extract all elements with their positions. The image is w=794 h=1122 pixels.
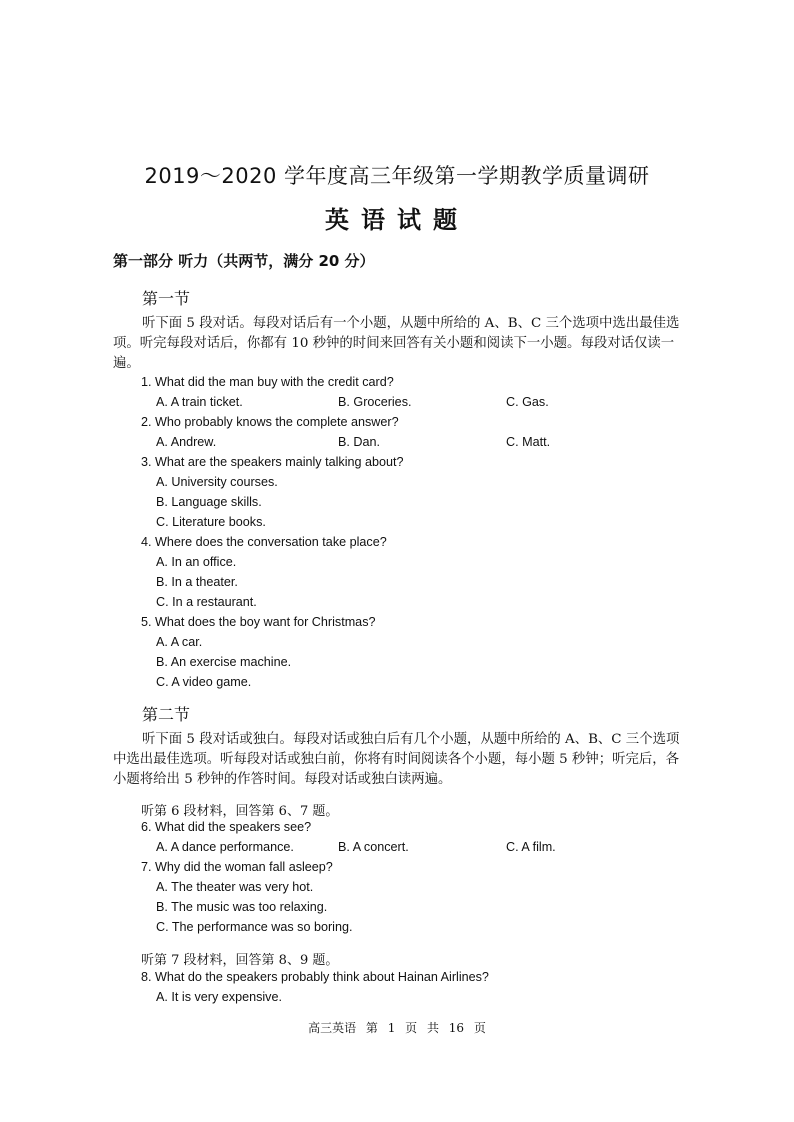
question-6: 6. What did the speakers see? bbox=[141, 820, 312, 834]
q5-option-b: B. An exercise machine. bbox=[156, 655, 292, 669]
section2-instructions: 听下面 5 段对话或独白。每段对话或独白后有几个小题，从题中所给的 A、B、C 三个选项中选出最佳选项。听每段对话或独白前，你将有时间阅读各个小题，每小题 5 秒钟；听完后，各小题将给出 5 秒钟的作答时间。每段对话或独白读两遍。 bbox=[113, 732, 680, 787]
q3-option-b: B. Language skills. bbox=[156, 495, 262, 509]
q4-option-c: C. In a restaurant. bbox=[156, 595, 257, 609]
question-7: 7. Why did the woman fall asleep? bbox=[141, 860, 333, 874]
q1-option-b: B. Groceries. bbox=[338, 395, 412, 409]
exam-title: 2019～2020 学年度高三年级第一学期教学质量调研 bbox=[144, 164, 650, 188]
question-1: 1. What did the man buy with the credit card? bbox=[141, 375, 394, 389]
section1-instructions: 听下面 5 段对话。每段对话后有一个小题，从题中所给的 A、B、C 三个选项中选出最佳选项。听完每段对话后，你都有 10 秒钟的时间来回答有关小题和阅读下一小题。每段对话仅读一遍。 bbox=[113, 316, 680, 371]
q6-option-a: A. A dance performance. bbox=[156, 840, 294, 854]
question-4: 4. Where does the conversation take place? bbox=[141, 535, 387, 549]
material-6-heading: 听第 6 段材料，回答第 6、7 题。 bbox=[141, 804, 339, 819]
q7-option-a: A. The theater was very hot. bbox=[156, 880, 314, 894]
q2-option-c: C. Matt. bbox=[506, 435, 551, 449]
q5-option-a: A. A car. bbox=[156, 635, 203, 649]
q2-option-a: A. Andrew. bbox=[156, 435, 217, 449]
q7-option-c: C. The performance was so boring. bbox=[156, 920, 353, 934]
material-7-heading: 听第 7 段材料，回答第 8、9 题。 bbox=[141, 953, 339, 968]
section1-heading: 第一节 bbox=[142, 289, 191, 308]
question-2: 2. Who probably knows the complete answer? bbox=[141, 415, 399, 429]
exam-subtitle: 英语试题 bbox=[325, 205, 469, 234]
q4-option-b: B. In a theater. bbox=[156, 575, 238, 589]
page-footer: 高三英语 第 1 页 共 16 页 bbox=[308, 1021, 486, 1035]
q5-option-c: C. A video game. bbox=[156, 675, 252, 689]
q8-option-a: A. It is very expensive. bbox=[156, 990, 282, 1004]
q7-option-b: B. The music was too relaxing. bbox=[156, 900, 328, 914]
q6-option-c: C. A film. bbox=[506, 840, 556, 854]
q3-option-c: C. Literature books. bbox=[156, 515, 266, 529]
section2-heading: 第二节 bbox=[142, 705, 191, 724]
question-5: 5. What does the boy want for Christmas? bbox=[141, 615, 376, 629]
q2-option-b: B. Dan. bbox=[338, 435, 380, 449]
q3-option-a: A. University courses. bbox=[156, 475, 278, 489]
question-3: 3. What are the speakers mainly talking about? bbox=[141, 455, 404, 469]
q1-option-c: C. Gas. bbox=[506, 395, 549, 409]
question-8: 8. What do the speakers probably think about Hainan Airlines? bbox=[141, 970, 489, 984]
part-heading: 第一部分 听力（共两节，满分 20 分） bbox=[113, 252, 375, 270]
q6-option-b: B. A concert. bbox=[338, 840, 409, 854]
q1-option-a: A. A train ticket. bbox=[156, 395, 243, 409]
q4-option-a: A. In an office. bbox=[156, 555, 237, 569]
